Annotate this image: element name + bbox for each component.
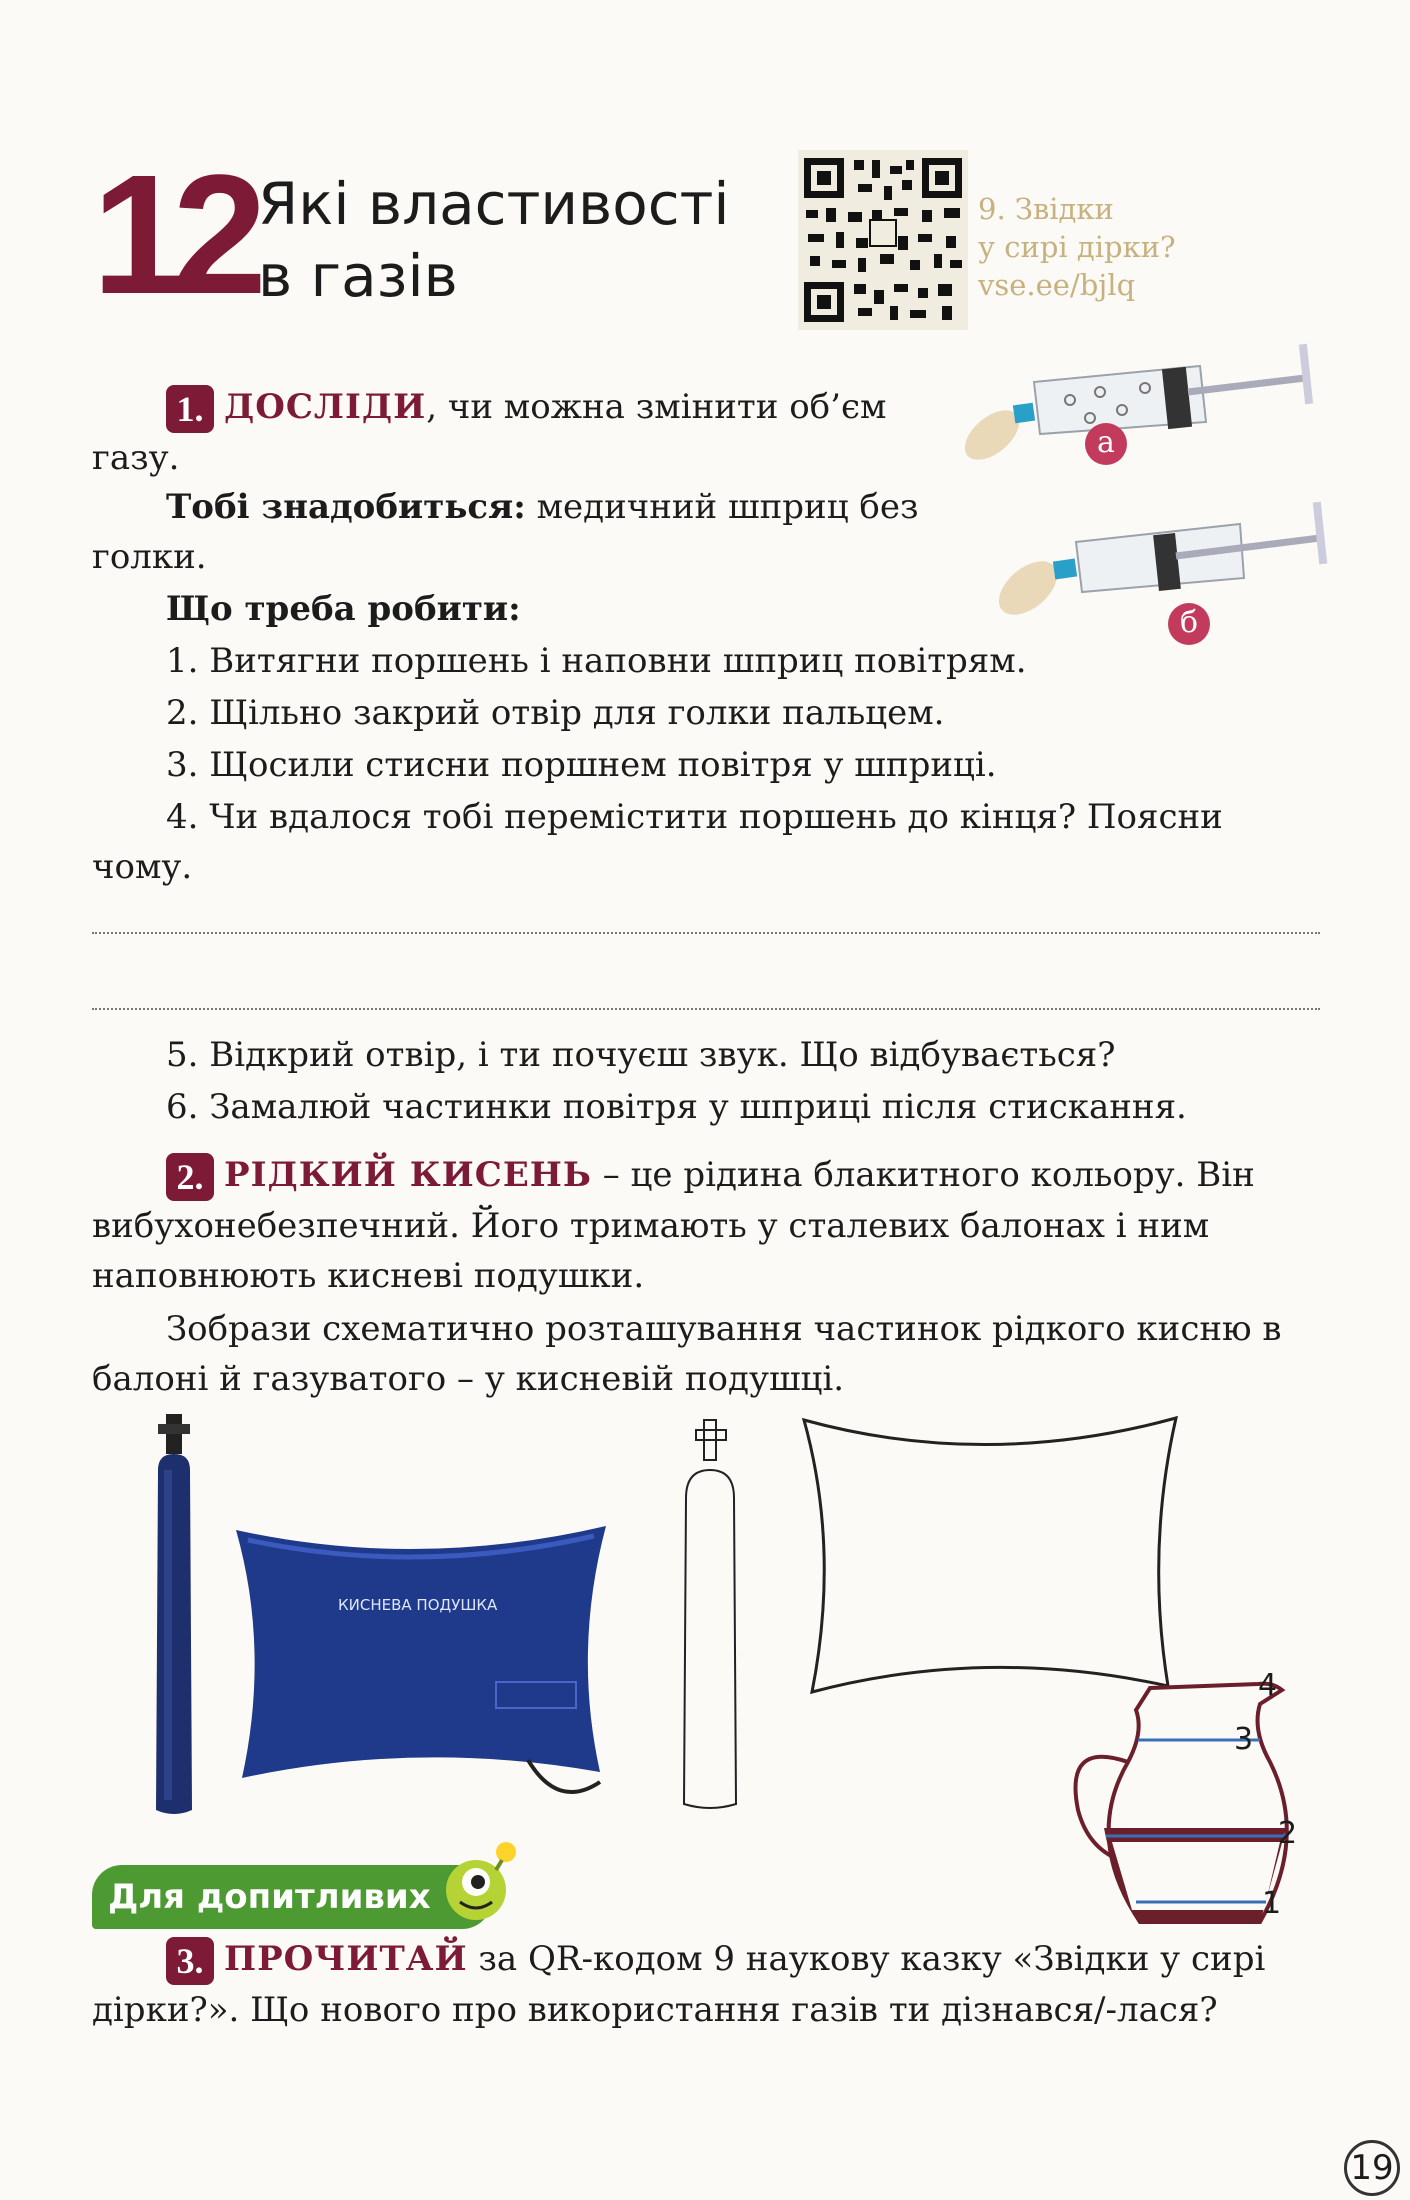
task1-number: 1. [166, 385, 214, 433]
task1-steps-label: Що треба робити: [166, 589, 521, 629]
mascot-icon [430, 1836, 522, 1936]
pillow-outline-drawing-area[interactable] [796, 1410, 1186, 1700]
task3-paragraph [92, 1934, 1328, 2035]
qr-caption [978, 190, 1176, 304]
task2-keyword: РІДКИЙ КИСЕНЬ [224, 1155, 592, 1195]
qr-caption-title: у сирі дірки? [978, 230, 1176, 264]
lesson-title-line1: Які властивості [258, 170, 730, 238]
syringe-label-b: б [1168, 603, 1210, 645]
task1-step-1: 1. Витягни поршень і наповни шприц повітрям. [166, 641, 1027, 681]
task1-need [92, 482, 952, 582]
task1-step-6: 6. Замалюй частинки повітря у шприці після стискання. [166, 1087, 1187, 1127]
oxygen-pillow-photo [228, 1510, 618, 1810]
lesson-title-line2: в газів [258, 242, 458, 310]
task1-need-text: медичний шприц без голки. [92, 487, 919, 577]
task3-keyword: ПРОЧИТАЙ [224, 1939, 468, 1979]
answer-line-1[interactable] [92, 932, 1320, 934]
task1-intro-text: , чи можна змінити об’єм газу. [92, 387, 887, 478]
page-number: 19 [1344, 2140, 1400, 2196]
jug-mark-1: 1 [1262, 1886, 1282, 1921]
answer-line-2[interactable] [92, 1008, 1320, 1010]
task1-step-2: 2. Щільно закрий отвір для голки пальцем. [166, 693, 945, 733]
task2-text2: Зобрази схематично розташування частинок рідкого кисню в балоні й газуватого – у кисневій подушці. [92, 1309, 1282, 1399]
task3-number: 3. [166, 1937, 214, 1985]
task2-number: 2. [166, 1153, 214, 1201]
pillow-label: КИСНЕВА ПОДУШКА [338, 1596, 498, 1614]
syringe-illustration-b [990, 480, 1330, 630]
cylinder-outline-drawing-area[interactable] [676, 1416, 746, 1816]
jug-mark-2: 2 [1278, 1816, 1298, 1851]
task3-text: за QR-кодом 9 наукову казку «Звідки у сирі дірки?». Що нового про використання газів ти дізнався/-лася? [92, 1939, 1266, 2030]
jug-mark-4: 4 [1258, 1668, 1278, 1703]
syringe-label-a: а [1085, 423, 1127, 465]
lesson-title [258, 168, 730, 312]
task1-step-3: 3. Щосили стисни поршнем повітря у шприці. [166, 745, 997, 785]
jug-mark-3: 3 [1234, 1722, 1254, 1757]
lesson-number: 12 [92, 140, 254, 330]
task1-step-5: 5. Відкрий отвір, і ти почуєш звук. Що відбувається? [166, 1035, 1116, 1075]
syringe-illustration-a [950, 330, 1320, 470]
task1-intro [92, 382, 952, 483]
task1-step-4: 4. Чи вдалося тобі перемістити поршень до кінця? Поясни чому. [92, 797, 1223, 887]
qr-code[interactable] [798, 150, 968, 330]
qr-caption-link[interactable]: vse.ee/bjlq [978, 268, 1136, 302]
task1-keyword: ДОСЛІДИ [224, 387, 427, 427]
task2-paragraph [92, 1150, 1320, 1301]
qr-caption-number: 9. Звідки [978, 192, 1114, 226]
curious-banner: Для допитливих [92, 1865, 492, 1929]
task2-text1: – це рідина блакитного кольору. Він вибухонебезпечний. Його тримають у сталевих балонах і ним наповнюють кисневі подушки. [92, 1155, 1255, 1296]
oxygen-cylinder-photo [140, 1410, 220, 1820]
task1-need-label: Тобі знадобиться: [166, 487, 526, 527]
